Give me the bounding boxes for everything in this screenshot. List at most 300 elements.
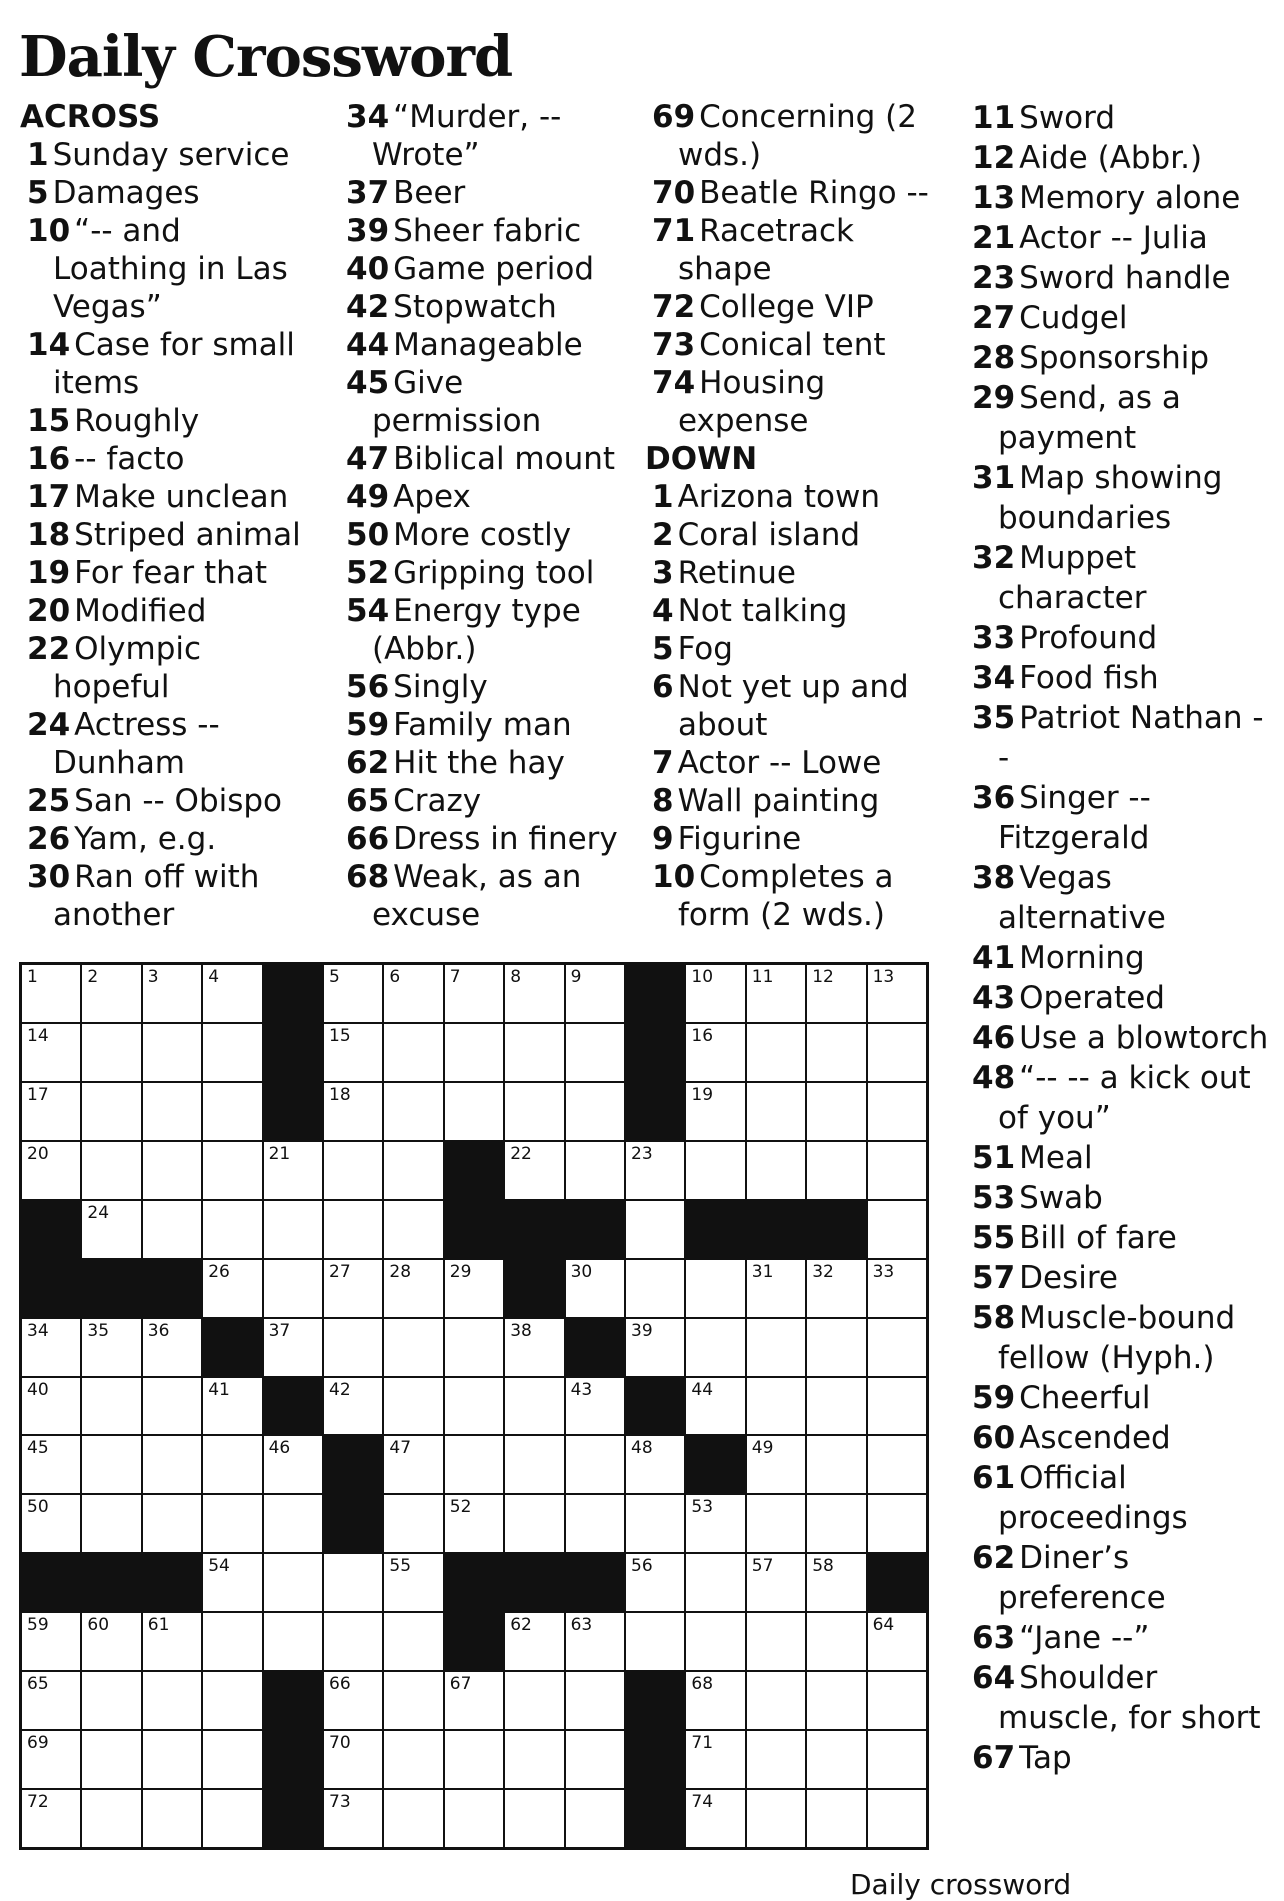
grid-cell[interactable] bbox=[807, 1436, 865, 1493]
grid-cell[interactable] bbox=[445, 1731, 503, 1788]
across-clue[interactable] bbox=[644, 288, 944, 326]
grid-cell[interactable] bbox=[324, 1142, 382, 1199]
down-clue[interactable] bbox=[964, 1658, 1274, 1738]
grid-cell[interactable] bbox=[747, 965, 805, 1022]
across-clue[interactable] bbox=[644, 98, 944, 174]
grid-cell[interactable] bbox=[203, 1731, 261, 1788]
grid-cell[interactable] bbox=[143, 1142, 201, 1199]
down-clue[interactable] bbox=[964, 1418, 1274, 1458]
grid-cell[interactable] bbox=[143, 1436, 201, 1493]
grid-cell[interactable] bbox=[626, 1142, 684, 1199]
cell-number: 4 bbox=[208, 967, 220, 987]
grid-cell[interactable] bbox=[686, 1731, 744, 1788]
grid-cell[interactable] bbox=[445, 1260, 503, 1317]
across-clue[interactable] bbox=[19, 554, 319, 592]
grid-cell[interactable] bbox=[203, 1260, 261, 1317]
down-clue[interactable] bbox=[964, 1018, 1274, 1058]
grid-cell[interactable] bbox=[384, 1378, 442, 1435]
grid-cell[interactable] bbox=[868, 1731, 926, 1788]
across-header: ACROSS bbox=[20, 99, 161, 135]
grid-cell[interactable] bbox=[626, 1495, 684, 1552]
grid-cell[interactable] bbox=[505, 965, 563, 1022]
grid-cell[interactable] bbox=[566, 1260, 624, 1317]
grid-cell[interactable] bbox=[324, 1672, 382, 1729]
clue-text: Not yet up and about bbox=[677, 669, 909, 743]
across-clue[interactable] bbox=[338, 668, 638, 706]
grid-cell[interactable] bbox=[264, 1142, 322, 1199]
grid-cell[interactable] bbox=[384, 965, 442, 1022]
grid-cell[interactable] bbox=[82, 1083, 140, 1140]
grid-cell[interactable] bbox=[868, 1790, 926, 1847]
grid-cell[interactable] bbox=[22, 1319, 80, 1376]
grid-cell[interactable] bbox=[22, 1672, 80, 1729]
grid-cell[interactable] bbox=[505, 1319, 563, 1376]
grid-cell[interactable] bbox=[324, 1378, 382, 1435]
grid-cell[interactable] bbox=[626, 1201, 684, 1258]
grid-cell[interactable] bbox=[445, 1378, 503, 1435]
down-clue[interactable] bbox=[644, 630, 944, 668]
grid-cell[interactable] bbox=[82, 1495, 140, 1552]
grid-cell[interactable] bbox=[82, 1731, 140, 1788]
grid-cell[interactable] bbox=[203, 1613, 261, 1670]
down-clue[interactable] bbox=[644, 592, 944, 630]
grid-cell[interactable] bbox=[445, 1436, 503, 1493]
grid-cell[interactable] bbox=[807, 1790, 865, 1847]
grid-cell[interactable] bbox=[143, 1495, 201, 1552]
grid-cell[interactable] bbox=[203, 1201, 261, 1258]
grid-cell[interactable] bbox=[22, 1142, 80, 1199]
down-clue[interactable] bbox=[964, 218, 1274, 258]
grid-cell[interactable] bbox=[807, 1142, 865, 1199]
cell-number: 2 bbox=[87, 967, 99, 987]
cell-number: 22 bbox=[510, 1143, 532, 1164]
down-clue[interactable] bbox=[644, 668, 944, 744]
grid-cell[interactable] bbox=[505, 1790, 563, 1847]
grid-cell[interactable] bbox=[22, 1731, 80, 1788]
grid-cell[interactable] bbox=[384, 1260, 442, 1317]
grid-cell[interactable] bbox=[505, 1142, 563, 1199]
grid-cell[interactable] bbox=[445, 1319, 503, 1376]
grid-cell[interactable] bbox=[445, 1083, 503, 1140]
grid-cell[interactable] bbox=[868, 1201, 926, 1258]
grid-cell[interactable] bbox=[686, 1024, 744, 1081]
down-clue[interactable] bbox=[964, 458, 1274, 538]
grid-cell[interactable] bbox=[445, 1790, 503, 1847]
grid-cell[interactable] bbox=[807, 1613, 865, 1670]
grid-cell[interactable] bbox=[324, 1319, 382, 1376]
grid-cell[interactable] bbox=[22, 965, 80, 1022]
grid-cell[interactable] bbox=[82, 1319, 140, 1376]
grid-cell[interactable] bbox=[384, 1319, 442, 1376]
grid-cell[interactable] bbox=[384, 1672, 442, 1729]
down-clue[interactable] bbox=[644, 516, 944, 554]
grid-cell[interactable] bbox=[807, 1672, 865, 1729]
grid-cell[interactable] bbox=[22, 1083, 80, 1140]
grid-cell[interactable] bbox=[868, 1378, 926, 1435]
down-clue[interactable] bbox=[644, 744, 944, 782]
grid-cell[interactable] bbox=[324, 1554, 382, 1611]
grid-cell[interactable] bbox=[22, 1436, 80, 1493]
clue-number: 10 bbox=[652, 859, 696, 895]
grid-cell[interactable] bbox=[747, 1731, 805, 1788]
grid-cell[interactable] bbox=[264, 1319, 322, 1376]
grid-cell[interactable] bbox=[143, 1790, 201, 1847]
grid-cell[interactable] bbox=[626, 1613, 684, 1670]
grid-cell[interactable] bbox=[686, 1790, 744, 1847]
grid-cell[interactable] bbox=[203, 965, 261, 1022]
down-clue[interactable] bbox=[964, 658, 1274, 698]
down-clues-part-1 bbox=[644, 478, 944, 934]
grid-cell[interactable] bbox=[566, 965, 624, 1022]
grid-cell[interactable] bbox=[384, 1731, 442, 1788]
grid-cell[interactable] bbox=[686, 1142, 744, 1199]
grid-cell[interactable] bbox=[807, 965, 865, 1022]
grid-cell[interactable] bbox=[203, 1378, 261, 1435]
across-clue[interactable] bbox=[338, 706, 638, 744]
grid-cell[interactable] bbox=[384, 1083, 442, 1140]
grid-cell[interactable] bbox=[384, 1790, 442, 1847]
grid-cell[interactable] bbox=[747, 1260, 805, 1317]
down-clue[interactable] bbox=[964, 1178, 1274, 1218]
grid-cell[interactable] bbox=[747, 1378, 805, 1435]
grid-cell[interactable] bbox=[203, 1672, 261, 1729]
grid-cell[interactable] bbox=[203, 1790, 261, 1847]
down-clue[interactable] bbox=[964, 298, 1274, 338]
grid-cell[interactable] bbox=[505, 1731, 563, 1788]
grid-cell[interactable] bbox=[82, 1790, 140, 1847]
down-clue[interactable] bbox=[964, 1618, 1274, 1658]
across-clue[interactable] bbox=[338, 478, 638, 516]
grid-cell[interactable] bbox=[807, 1731, 865, 1788]
down-clue[interactable] bbox=[964, 258, 1274, 298]
grid-cell[interactable] bbox=[566, 1142, 624, 1199]
grid-cell[interactable] bbox=[505, 1378, 563, 1435]
grid-cell[interactable] bbox=[747, 1613, 805, 1670]
grid-cell[interactable] bbox=[807, 1319, 865, 1376]
clue-number: 21 bbox=[972, 220, 1016, 256]
grid-cell[interactable] bbox=[203, 1495, 261, 1552]
across-clue[interactable] bbox=[19, 782, 319, 820]
across-clue[interactable] bbox=[338, 592, 638, 668]
grid-cell[interactable] bbox=[868, 1495, 926, 1552]
grid-cell[interactable] bbox=[143, 965, 201, 1022]
grid-cell[interactable] bbox=[82, 1142, 140, 1199]
grid-cell[interactable] bbox=[747, 1436, 805, 1493]
grid-cell[interactable] bbox=[868, 1024, 926, 1081]
clue-number: 62 bbox=[346, 745, 390, 781]
grid-cell[interactable] bbox=[686, 965, 744, 1022]
grid-cell[interactable] bbox=[868, 1436, 926, 1493]
grid-cell[interactable] bbox=[747, 1142, 805, 1199]
grid-cell[interactable] bbox=[505, 1024, 563, 1081]
across-clue[interactable] bbox=[19, 516, 319, 554]
grid-cell[interactable] bbox=[566, 1024, 624, 1081]
grid-cell[interactable] bbox=[445, 1672, 503, 1729]
across-clue[interactable] bbox=[19, 630, 319, 706]
down-clue[interactable] bbox=[644, 782, 944, 820]
grid-cell[interactable] bbox=[324, 1024, 382, 1081]
clue-number: 20 bbox=[27, 593, 71, 629]
black-square bbox=[505, 1554, 563, 1611]
grid-cell[interactable] bbox=[686, 1495, 744, 1552]
down-clue[interactable] bbox=[964, 938, 1274, 978]
grid-cell[interactable] bbox=[324, 1790, 382, 1847]
grid-cell[interactable] bbox=[203, 1142, 261, 1199]
black-square bbox=[264, 1024, 322, 1081]
down-clue[interactable] bbox=[964, 698, 1274, 778]
grid-cell[interactable] bbox=[686, 1554, 744, 1611]
down-clue[interactable] bbox=[964, 538, 1274, 618]
grid-cell[interactable] bbox=[566, 1672, 624, 1729]
across-clue[interactable] bbox=[19, 706, 319, 782]
grid-cell[interactable] bbox=[686, 1083, 744, 1140]
clue-number: 74 bbox=[652, 365, 696, 401]
across-clue[interactable] bbox=[19, 136, 319, 174]
grid-cell[interactable] bbox=[626, 1554, 684, 1611]
across-clue[interactable] bbox=[644, 326, 944, 364]
grid-cell[interactable] bbox=[324, 1613, 382, 1670]
grid-cell[interactable] bbox=[22, 1790, 80, 1847]
down-clue[interactable] bbox=[964, 618, 1274, 658]
down-clue[interactable] bbox=[964, 338, 1274, 378]
across-clue[interactable] bbox=[338, 554, 638, 592]
across-clue[interactable] bbox=[338, 288, 638, 326]
grid-cell[interactable] bbox=[82, 965, 140, 1022]
down-clue[interactable] bbox=[644, 858, 944, 934]
grid-cell[interactable] bbox=[82, 1672, 140, 1729]
grid-cell[interactable] bbox=[264, 1495, 322, 1552]
across-clue[interactable] bbox=[338, 250, 638, 288]
grid-cell[interactable] bbox=[505, 1436, 563, 1493]
clue-text: Vegas alternative bbox=[998, 860, 1166, 936]
grid-cell[interactable] bbox=[505, 1672, 563, 1729]
grid-cell[interactable] bbox=[143, 1731, 201, 1788]
down-clue[interactable] bbox=[964, 1058, 1274, 1138]
grid-cell[interactable] bbox=[626, 1260, 684, 1317]
grid-cell[interactable] bbox=[747, 1790, 805, 1847]
clue-text: Retinue bbox=[677, 555, 796, 591]
across-clue[interactable] bbox=[338, 440, 638, 478]
clue-text: Manageable bbox=[393, 327, 583, 363]
across-clue[interactable] bbox=[644, 174, 944, 212]
grid-cell[interactable] bbox=[82, 1613, 140, 1670]
down-clue[interactable] bbox=[964, 1738, 1274, 1778]
clue-number: 24 bbox=[27, 707, 71, 743]
down-clue[interactable] bbox=[964, 1258, 1274, 1298]
grid-cell[interactable] bbox=[868, 1142, 926, 1199]
cell-number: 13 bbox=[872, 967, 895, 987]
grid-cell[interactable] bbox=[626, 1436, 684, 1493]
clue-text: Food fish bbox=[1019, 660, 1159, 696]
grid-cell[interactable] bbox=[686, 1613, 744, 1670]
black-square bbox=[445, 1142, 503, 1199]
grid-cell[interactable] bbox=[143, 1201, 201, 1258]
down-clue[interactable] bbox=[644, 820, 944, 858]
grid-cell[interactable] bbox=[324, 965, 382, 1022]
grid-cell[interactable] bbox=[807, 1260, 865, 1317]
across-clue[interactable] bbox=[338, 212, 638, 250]
clue-text: Not talking bbox=[677, 593, 848, 629]
grid-cell[interactable] bbox=[143, 1024, 201, 1081]
grid-cell[interactable] bbox=[203, 1554, 261, 1611]
grid-cell[interactable] bbox=[807, 1378, 865, 1435]
grid-cell[interactable] bbox=[82, 1024, 140, 1081]
grid-cell[interactable] bbox=[22, 1024, 80, 1081]
grid-cell[interactable] bbox=[82, 1378, 140, 1435]
grid-cell[interactable] bbox=[445, 1024, 503, 1081]
grid-cell[interactable] bbox=[324, 1083, 382, 1140]
grid-cell[interactable] bbox=[747, 1554, 805, 1611]
grid-cell[interactable] bbox=[505, 1613, 563, 1670]
grid-cell[interactable] bbox=[82, 1201, 140, 1258]
grid-cell[interactable] bbox=[384, 1613, 442, 1670]
grid-cell[interactable] bbox=[384, 1024, 442, 1081]
clue-number: 1 bbox=[652, 479, 674, 515]
grid-cell[interactable] bbox=[566, 1436, 624, 1493]
grid-cell[interactable] bbox=[566, 1731, 624, 1788]
grid-cell[interactable] bbox=[22, 1378, 80, 1435]
across-clue[interactable] bbox=[644, 364, 944, 440]
grid-cell[interactable] bbox=[143, 1672, 201, 1729]
across-clue[interactable] bbox=[19, 174, 319, 212]
across-clue[interactable] bbox=[19, 402, 319, 440]
grid-cell[interactable] bbox=[626, 1319, 684, 1376]
grid-cell[interactable] bbox=[505, 1083, 563, 1140]
across-clue[interactable] bbox=[19, 592, 319, 630]
across-clue[interactable] bbox=[19, 820, 319, 858]
clue-number: 13 bbox=[972, 180, 1016, 216]
across-clue[interactable] bbox=[338, 858, 638, 934]
grid-cell[interactable] bbox=[203, 1436, 261, 1493]
clue-number: 32 bbox=[972, 540, 1016, 576]
across-clue[interactable] bbox=[338, 820, 638, 858]
across-clue[interactable] bbox=[19, 440, 319, 478]
cell-number: 41 bbox=[208, 1379, 230, 1400]
across-clue[interactable] bbox=[19, 478, 319, 516]
down-clue[interactable] bbox=[964, 378, 1274, 458]
down-clue[interactable] bbox=[964, 1298, 1274, 1378]
grid-cell[interactable] bbox=[686, 1260, 744, 1317]
grid-cell[interactable] bbox=[505, 1495, 563, 1552]
across-clue[interactable] bbox=[19, 858, 319, 934]
clue-text: Roughly bbox=[74, 403, 200, 439]
grid-cell[interactable] bbox=[747, 1083, 805, 1140]
down-clue[interactable] bbox=[644, 554, 944, 592]
across-clue[interactable] bbox=[644, 212, 944, 288]
down-clue[interactable] bbox=[964, 1138, 1274, 1178]
grid-cell[interactable] bbox=[324, 1260, 382, 1317]
down-clue[interactable] bbox=[964, 178, 1274, 218]
down-clue[interactable] bbox=[964, 138, 1274, 178]
grid-cell[interactable] bbox=[82, 1436, 140, 1493]
grid-cell[interactable] bbox=[868, 1319, 926, 1376]
grid-cell[interactable] bbox=[566, 1083, 624, 1140]
cell-number: 39 bbox=[631, 1320, 653, 1341]
grid-cell[interactable] bbox=[868, 1083, 926, 1140]
grid-cell[interactable] bbox=[203, 1024, 261, 1081]
grid-cell[interactable] bbox=[868, 1260, 926, 1317]
grid-cell[interactable] bbox=[324, 1731, 382, 1788]
down-clue[interactable] bbox=[964, 1378, 1274, 1418]
grid-cell[interactable] bbox=[686, 1672, 744, 1729]
down-clue[interactable] bbox=[964, 98, 1274, 138]
grid-cell[interactable] bbox=[566, 1613, 624, 1670]
grid-cell[interactable] bbox=[747, 1672, 805, 1729]
across-clue[interactable] bbox=[338, 174, 638, 212]
across-clue[interactable] bbox=[338, 326, 638, 364]
grid-cell[interactable] bbox=[264, 1201, 322, 1258]
grid-cell[interactable] bbox=[566, 1495, 624, 1552]
across-clue[interactable] bbox=[338, 364, 638, 440]
grid-cell[interactable] bbox=[445, 965, 503, 1022]
across-clue[interactable] bbox=[338, 744, 638, 782]
grid-cell[interactable] bbox=[807, 1083, 865, 1140]
grid-cell[interactable] bbox=[747, 1319, 805, 1376]
grid-cell[interactable] bbox=[384, 1554, 442, 1611]
across-clue[interactable] bbox=[338, 782, 638, 820]
grid-cell[interactable] bbox=[143, 1083, 201, 1140]
down-clue[interactable] bbox=[964, 1458, 1274, 1538]
down-clue[interactable] bbox=[964, 858, 1274, 938]
grid-cell[interactable] bbox=[747, 1024, 805, 1081]
grid-cell[interactable] bbox=[203, 1083, 261, 1140]
grid-cell[interactable] bbox=[445, 1495, 503, 1552]
grid-cell[interactable] bbox=[686, 1378, 744, 1435]
grid-cell[interactable] bbox=[868, 1613, 926, 1670]
grid-cell[interactable] bbox=[384, 1142, 442, 1199]
grid-cell[interactable] bbox=[143, 1378, 201, 1435]
clue-number: 30 bbox=[27, 859, 71, 895]
down-clue[interactable] bbox=[644, 478, 944, 516]
grid-cell[interactable] bbox=[264, 1436, 322, 1493]
grid-cell[interactable] bbox=[264, 1613, 322, 1670]
grid-cell[interactable] bbox=[566, 1378, 624, 1435]
across-clue[interactable] bbox=[338, 516, 638, 554]
grid-cell[interactable] bbox=[807, 1554, 865, 1611]
down-clue[interactable] bbox=[964, 1218, 1274, 1258]
grid-cell[interactable] bbox=[686, 1319, 744, 1376]
down-clue[interactable] bbox=[964, 1538, 1274, 1618]
grid-cell[interactable] bbox=[868, 965, 926, 1022]
grid-cell[interactable] bbox=[22, 1613, 80, 1670]
grid-cell[interactable] bbox=[384, 1436, 442, 1493]
cell-number: 42 bbox=[329, 1379, 351, 1400]
grid-cell[interactable] bbox=[566, 1790, 624, 1847]
down-clue[interactable] bbox=[964, 978, 1274, 1018]
grid-cell[interactable] bbox=[143, 1613, 201, 1670]
grid-cell[interactable] bbox=[264, 1260, 322, 1317]
down-clue[interactable] bbox=[964, 778, 1274, 858]
clue-text: Stopwatch bbox=[393, 289, 557, 325]
grid-cell[interactable] bbox=[807, 1024, 865, 1081]
across-clue[interactable] bbox=[338, 98, 638, 174]
grid-cell[interactable] bbox=[384, 1201, 442, 1258]
grid-cell[interactable] bbox=[747, 1495, 805, 1552]
grid-cell[interactable] bbox=[324, 1201, 382, 1258]
grid-cell[interactable] bbox=[264, 1554, 322, 1611]
grid-cell[interactable] bbox=[384, 1495, 442, 1552]
clue-number: 55 bbox=[972, 1220, 1016, 1256]
grid-cell[interactable] bbox=[868, 1672, 926, 1729]
across-clue[interactable] bbox=[19, 212, 319, 326]
clue-text: Sheer fabric bbox=[393, 213, 582, 249]
grid-cell[interactable] bbox=[22, 1495, 80, 1552]
crossword-grid[interactable] bbox=[19, 962, 929, 1850]
grid-cell[interactable] bbox=[807, 1495, 865, 1552]
clue-number: 72 bbox=[652, 289, 696, 325]
across-clue[interactable] bbox=[19, 326, 319, 402]
grid-cell[interactable] bbox=[143, 1319, 201, 1376]
